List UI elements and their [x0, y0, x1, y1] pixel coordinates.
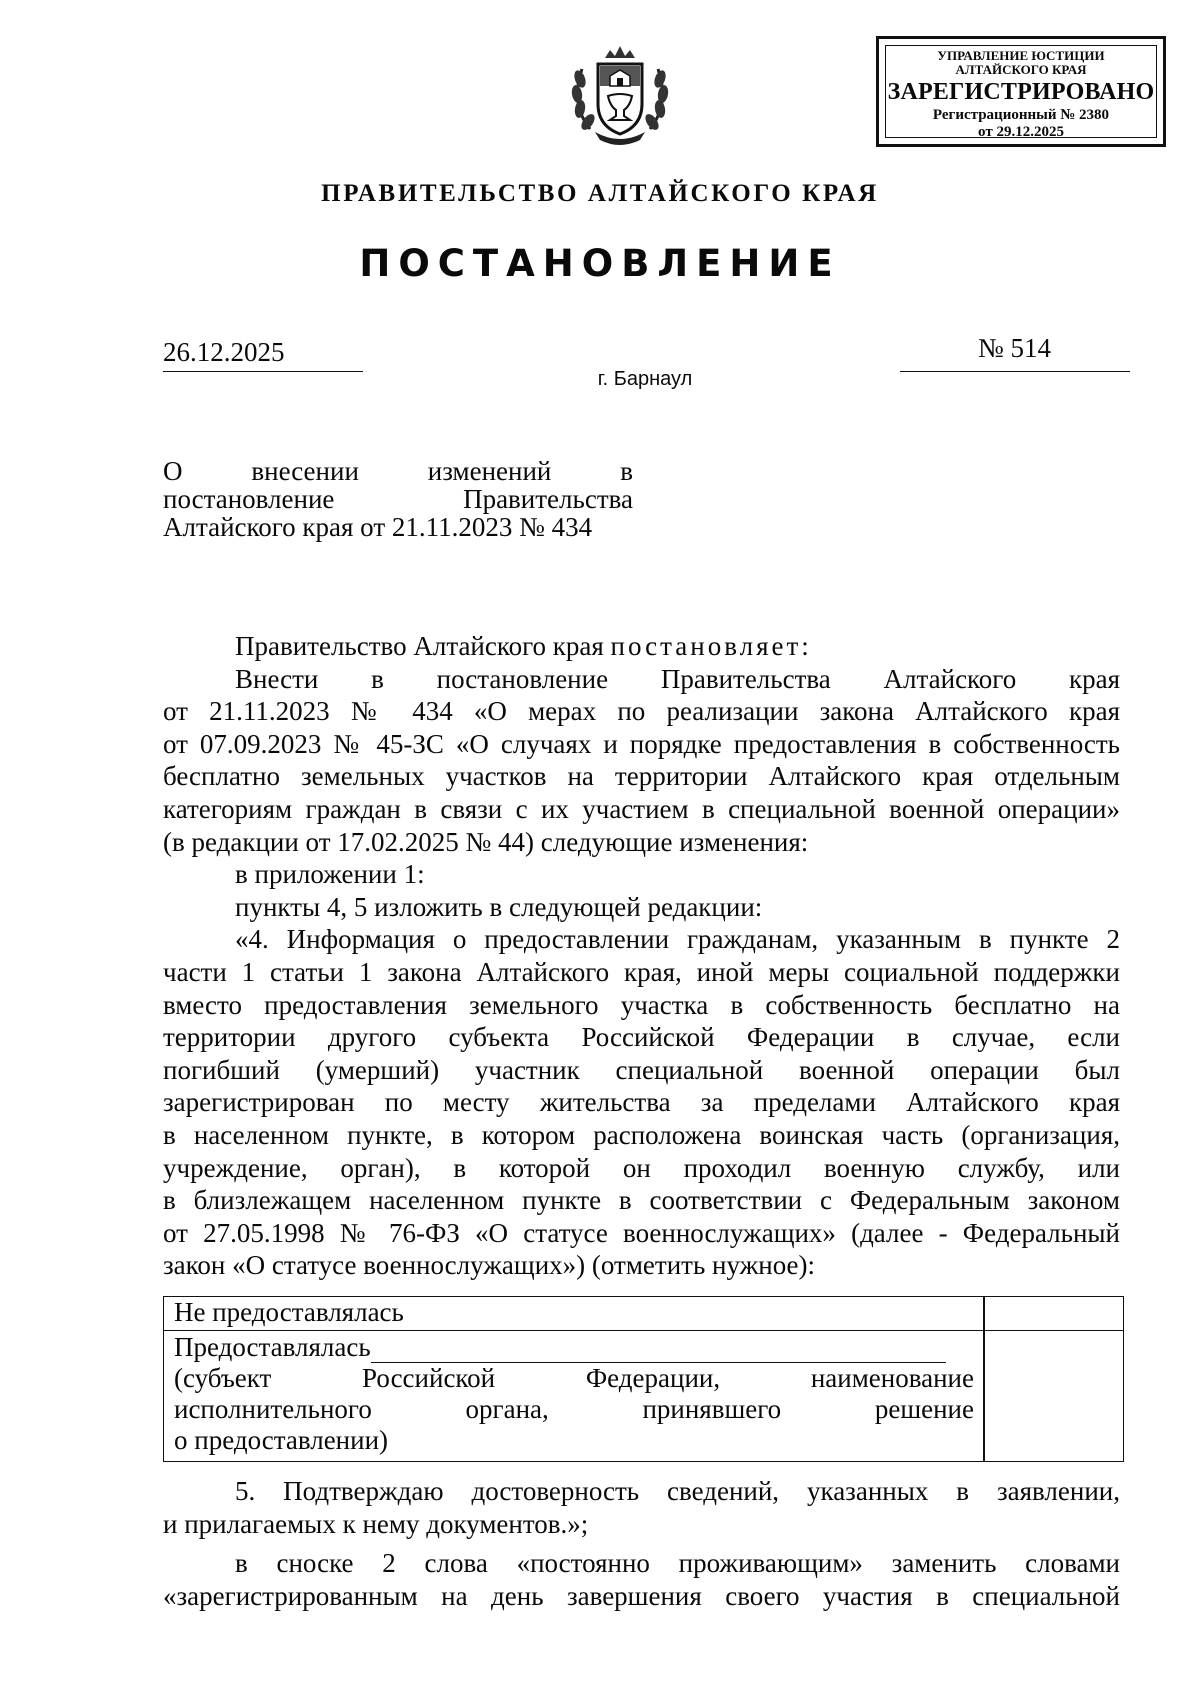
subject-line-1 [163, 457, 633, 485]
body-line: от 27.05.1998 № 76-ФЗ «О статусе военнослужащих» (далее - Федеральный [163, 1217, 1120, 1248]
document-body [163, 630, 1120, 1282]
body-line: территории другого субъекта Российской Федерации в случае, если [163, 1022, 1120, 1053]
document-number [900, 333, 1130, 372]
body-line: закон «О статусе военнослужащих») (отметить нужное): [163, 1250, 816, 1281]
provided-note-line: о предоставлении) [174, 1425, 389, 1455]
subject-word: О [163, 456, 183, 486]
tail-line: в сноске 2 слова «постоянно проживающим» заменить словами [235, 1548, 1120, 1578]
body-line: пункты 4, 5 изложить в следующей редакции: [235, 891, 763, 922]
stamp-reg-number: Регистрационный № 2380 [932, 107, 1110, 123]
body-line: (в редакции от 17.02.2025 № 44) следующие изменения: [163, 826, 809, 857]
resolves-line [163, 630, 1120, 663]
city-label: г. Барнаул [597, 368, 693, 390]
tail-line: 5. Подтверждаю достоверность сведений, указанных в заявлении, [235, 1476, 1120, 1506]
stamp-inner-frame [885, 45, 1157, 138]
subject-word: в [620, 456, 634, 486]
tail-line: «зарегистрированным на день завершения своего участия в специальной [163, 1581, 1120, 1611]
checkbox-cell-provided[interactable] [985, 1332, 1122, 1460]
body-line: зарегистрирован по месту жительства за пределами Алтайского края [163, 1087, 1120, 1118]
stamp-authority-line2: АЛТАЙСКОГО КРАЯ [955, 62, 1087, 77]
document-date [163, 337, 363, 372]
provided-note-line: исполнительного органа, принявшего решение [174, 1394, 974, 1424]
body-line: погибший (умерший) участник специальной военной операции был [163, 1054, 1120, 1085]
resolves-word: постановляет: [610, 631, 812, 661]
stamp-authority-line1: УПРАВЛЕНИЕ ЮСТИЦИИ [937, 48, 1105, 63]
options-table [163, 1296, 1124, 1462]
body-line: вместо предоставления земельного участка в собственность бесплатно на [163, 989, 1120, 1020]
provided-label: Предоставлялась [174, 1332, 371, 1362]
registration-stamp [876, 36, 1166, 147]
body-line: в приложении 1: [235, 859, 425, 890]
subject-word: внесении [251, 456, 359, 486]
body-line: от 21.11.2023 № 434 «О мерах по реализации закона Алтайского края [163, 696, 1120, 727]
subject-word: изменений [427, 456, 552, 486]
subject-line-2 [163, 485, 633, 513]
document-subject [163, 457, 633, 541]
tail-line: и прилагаемых к нему документов.»; [163, 1509, 589, 1539]
table-cell-provided [174, 1332, 974, 1456]
resolves-prefix: Правительство Алтайского края [235, 631, 611, 661]
provided-blank-line [371, 1336, 946, 1363]
coat-of-arms-icon [560, 34, 680, 154]
provided-note-line: (субъект Российской Федерации, наименование [174, 1363, 974, 1393]
body-line: в близлежащем населенном пункте в соответствии с Федеральным законом [163, 1185, 1120, 1216]
body-line: части 1 статьи 1 закона Алтайского края, иной меры социальной поддержки [163, 956, 1120, 987]
provided-label-line [174, 1332, 974, 1363]
document-number-text: № 514 [978, 333, 1052, 363]
document-type-title: ПОСТАНОВЛЕНИЕ [359, 242, 841, 285]
table-row-not-provided [164, 1297, 1123, 1331]
subject-word: постановление [163, 484, 335, 514]
body-line: в населенном пункте, в котором расположена воинская часть (организация, [163, 1119, 1120, 1150]
document-date-text: 26.12.2025 [163, 337, 285, 367]
checkbox-cell-not-provided[interactable] [985, 1297, 1122, 1330]
government-title: ПРАВИТЕЛЬСТВО АЛТАЙСКОГО КРАЯ [321, 180, 879, 207]
document-tail [163, 1475, 1120, 1613]
body-line: бесплатно земельных участков на территории Алтайского края отдельным [163, 761, 1120, 792]
body-line: категориям граждан в связи с их участием в специальной военной операции» [163, 793, 1120, 824]
stamp-reg-date: от 29.12.2025 [978, 124, 1064, 140]
body-line: Внести в постановление Правительства Алтайского края [235, 663, 1120, 694]
subject-word: Правительства [463, 484, 633, 514]
body-line: от 07.09.2023 № 45-ЗС «О случаях и порядке предоставления в собственность [163, 728, 1120, 759]
subject-line-3 [163, 513, 633, 541]
subject-word: Алтайского края от 21.11.2023 № 434 [163, 512, 593, 542]
body-line: учреждение, орган), в которой он проходил военную службу, или [163, 1152, 1120, 1183]
body-line: «4. Информация о предоставлении гражданам, указанным в пункте 2 [235, 924, 1120, 955]
table-cell-not-provided: Не предоставлялась [174, 1297, 404, 1327]
stamp-status: ЗАРЕГИСТРИРОВАНО [887, 79, 1155, 105]
